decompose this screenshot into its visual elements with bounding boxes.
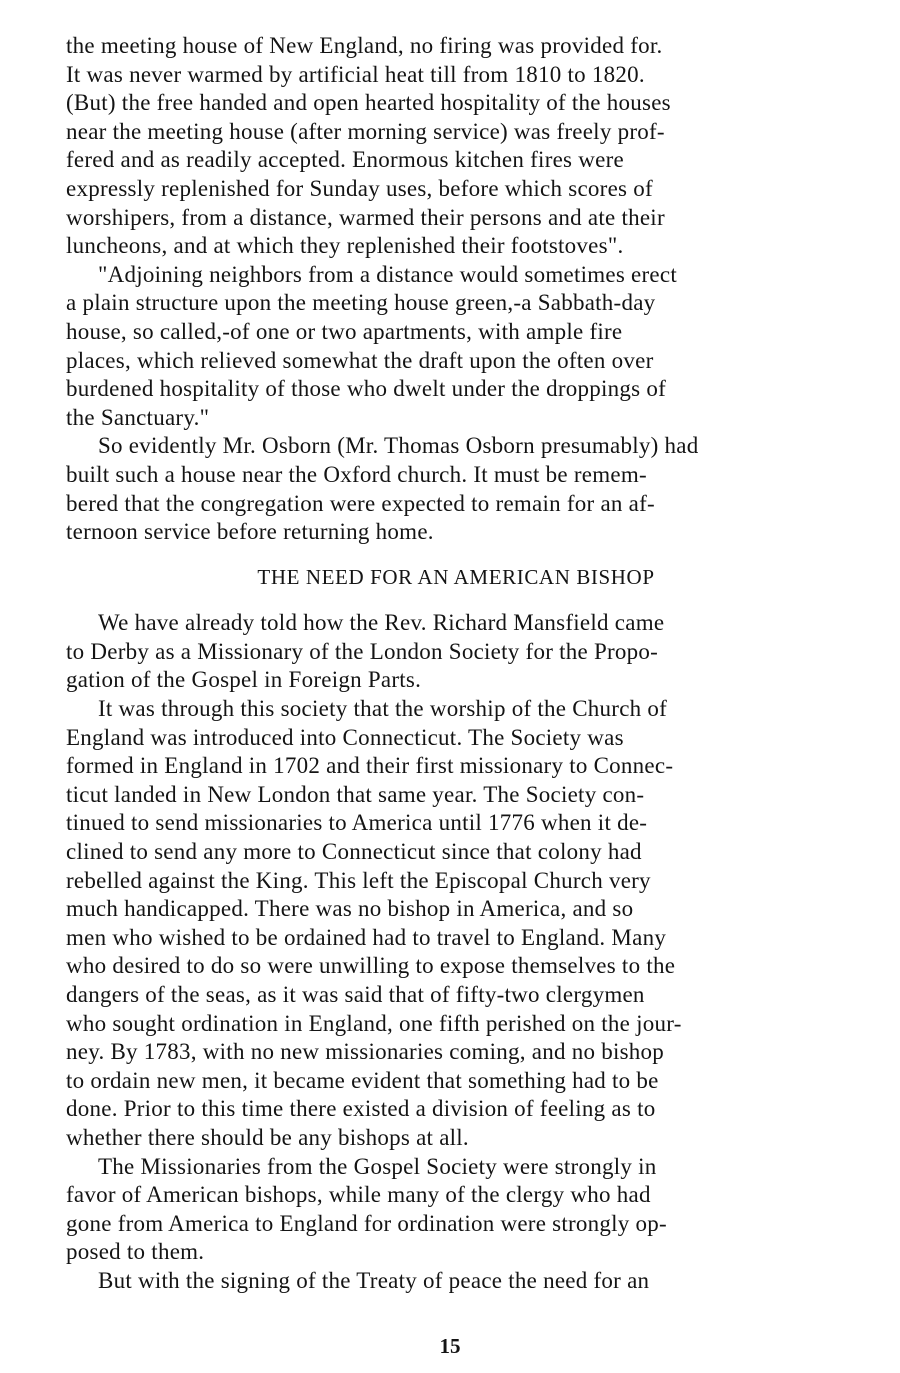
text-line: "Adjoining neighbors from a distance would sometimes erect	[98, 261, 677, 287]
paragraph	[66, 1153, 866, 1267]
text-line: built such a house near the Oxford church. It must be remem-	[66, 461, 647, 487]
text-line: house, so called,-of one or two apartments, with ample fire	[66, 318, 623, 344]
paragraph	[66, 1267, 866, 1296]
text-line: clined to send any more to Connecticut since that colony had	[66, 839, 642, 865]
text-line: fered and as readily accepted. Enormous kitchen fires were	[66, 147, 624, 173]
text-line: bered that the congregation were expected to remain for an af-	[66, 490, 655, 516]
text-line: luncheons, and at which they replenished their footstoves".	[66, 233, 624, 259]
text-line: near the meeting house (after morning service) was freely prof-	[66, 118, 665, 144]
text-line: who sought ordination in England, one fifth perished on the jour-	[66, 1010, 682, 1036]
text-line: burdened hospitality of those who dwelt under the droppings of	[66, 376, 666, 402]
paragraph	[66, 609, 866, 695]
text-line: done. Prior to this time there existed a division of feeling as to	[66, 1096, 656, 1122]
document-page	[66, 32, 866, 1296]
text-line: formed in England in 1702 and their first missionary to Connec-	[66, 753, 674, 779]
text-line: a plain structure upon the meeting house green,-a Sabbath-day	[66, 290, 656, 316]
page-number: 15	[439, 1334, 461, 1358]
section-heading: THE NEED FOR AN AMERICAN BISHOP	[257, 564, 655, 589]
text-line: men who wished to be ordained had to travel to England. Many	[66, 924, 667, 950]
text-line: gation of the Gospel in Foreign Parts.	[66, 667, 422, 693]
text-line: the meeting house of New England, no firing was provided for.	[66, 33, 663, 58]
text-line: It was through this society that the worship of the Church of	[98, 696, 668, 722]
text-line: But with the signing of the Treaty of peace the need for an	[98, 1267, 650, 1293]
text-line: (But) the free handed and open hearted hospitality of the houses	[66, 90, 671, 116]
text-line: who desired to do so were unwilling to expose themselves to the	[66, 953, 676, 979]
paragraph	[66, 32, 866, 261]
text-line: We have already told how the Rev. Richard Mansfield came	[98, 610, 665, 636]
text-line: favor of American bishops, while many of the clergy who had	[66, 1182, 651, 1208]
text-line: expressly replenished for Sunday uses, before which scores of	[66, 175, 653, 201]
text-line: to ordain new men, it became evident that something had to be	[66, 1067, 659, 1093]
text-line: tinued to send missionaries to America until 1776 when it de-	[66, 810, 648, 836]
text-line: places, which relieved somewhat the draft upon the often over	[66, 347, 654, 373]
text-line: rebelled against the King. This left the Episcopal Church very	[66, 867, 651, 893]
text-line: So evidently Mr. Osborn (Mr. Thomas Osborn presumably) had	[98, 433, 699, 459]
text-line: It was never warmed by artificial heat till from 1810 to 1820.	[66, 61, 645, 87]
text-line: to Derby as a Missionary of the London Society for the Propo-	[66, 638, 659, 664]
text-line: worshipers, from a distance, warmed their persons and ate their	[66, 204, 665, 230]
paragraph	[66, 695, 866, 1153]
text-line: ticut landed in New London that same year. The Society con-	[66, 781, 645, 807]
text-line: ney. By 1783, with no new missionaries coming, and no bishop	[66, 1039, 665, 1065]
text-line: gone from America to England for ordination were strongly op-	[66, 1210, 667, 1236]
text-line: much handicapped. There was no bishop in America, and so	[66, 896, 634, 922]
text-line: England was introduced into Connecticut. The Society was	[66, 724, 624, 750]
paragraph	[66, 432, 866, 546]
text-line: ternoon service before returning home.	[66, 519, 434, 545]
text-line: whether there should be any bishops at all.	[66, 1124, 469, 1150]
text-line: dangers of the seas, as it was said that of fifty-two clergymen	[66, 982, 645, 1007]
text-line: The Missionaries from the Gospel Society were strongly in	[98, 1153, 657, 1179]
text-line: posed to them.	[66, 1239, 205, 1265]
text-line: the Sanctuary."	[66, 404, 210, 430]
paragraph	[66, 261, 866, 433]
